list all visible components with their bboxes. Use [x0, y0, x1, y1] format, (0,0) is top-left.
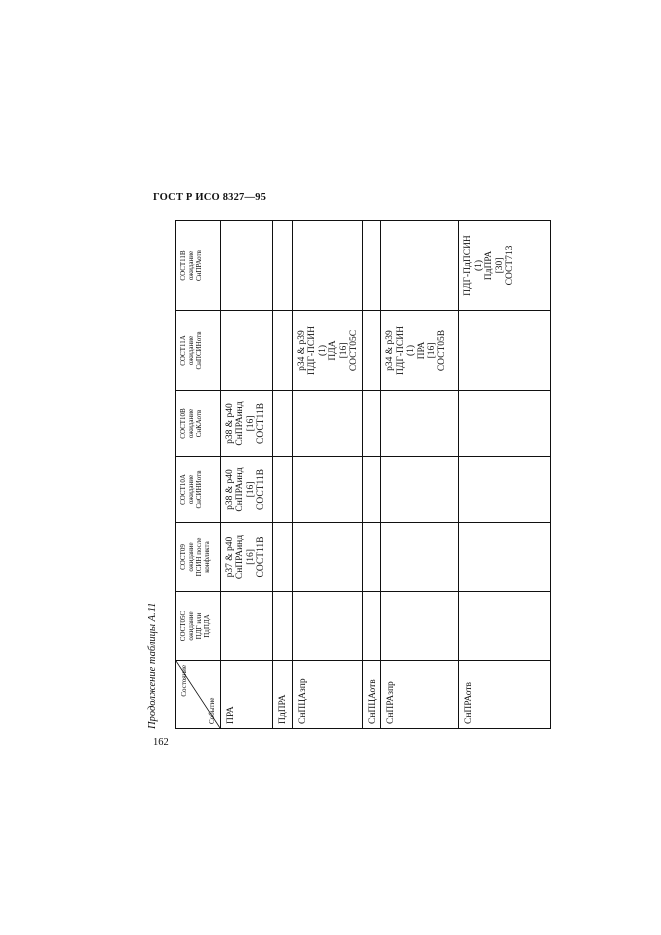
- cell-line: [16]: [245, 415, 256, 432]
- table-cell: [293, 523, 363, 592]
- cell-line: [16]: [245, 481, 256, 498]
- cell-line: (1): [317, 344, 328, 357]
- table-cell: [459, 391, 551, 457]
- cell-line: [16]: [427, 342, 437, 359]
- table-row: [221, 221, 273, 729]
- table-cell: [221, 391, 273, 457]
- table-row: [459, 221, 551, 729]
- table-cell: [293, 592, 363, 661]
- cell-line: ПДГ-ПдПСИН: [463, 235, 474, 296]
- cell-line: [30]: [494, 257, 505, 274]
- cell-line: СОСТ11В: [256, 403, 267, 444]
- cell-line: [16]: [245, 549, 256, 565]
- table-caption: Продолжение таблицы А.11: [147, 602, 158, 729]
- table-row: [273, 221, 293, 729]
- table-cell: [273, 311, 293, 391]
- column-header-2: [176, 523, 221, 592]
- table-cell: [293, 221, 363, 311]
- table-cell: [273, 221, 293, 311]
- column-header-line: СнПСИНотв: [195, 331, 204, 370]
- event-label-cell: СнПЦАзпр: [293, 661, 363, 729]
- column-header-line: СОСТ11А: [179, 335, 187, 366]
- cell-line: (1): [473, 259, 484, 272]
- column-header-line: ПСИН после: [195, 537, 204, 577]
- table-cell: [381, 221, 459, 311]
- column-header-line: СОСТ10В: [179, 408, 187, 439]
- table-body: [221, 221, 551, 729]
- column-header-line: СнСИНИотв: [195, 470, 204, 509]
- document-header: ГОСТ Р ИСО 8327—95: [153, 192, 267, 203]
- column-header-line: СОСТ11В: [179, 250, 187, 281]
- table-cell: [273, 592, 293, 661]
- column-header-line: СОСТ10А: [179, 474, 187, 505]
- table-cell: [221, 457, 273, 523]
- cell-line: p34 & p39: [385, 330, 396, 371]
- corner-header-cell: [176, 661, 221, 729]
- cell-line: p34 & p39: [297, 330, 307, 371]
- cell-line: СОСТ11В: [256, 469, 267, 510]
- cell-line: СнПРАинд: [235, 401, 246, 446]
- table-cell: [459, 311, 551, 391]
- cell-line: ПРА: [416, 341, 427, 360]
- table-cell: [381, 457, 459, 523]
- table-cell: [221, 221, 273, 311]
- column-header-line: СОСТ09: [179, 544, 187, 570]
- state-event-table: [175, 220, 551, 729]
- cell-line: p37 & p40: [225, 536, 235, 578]
- event-label-cell: СнПРАотв: [459, 661, 551, 729]
- corner-event-label: Событие: [207, 697, 216, 724]
- column-header-line: СнКАотв: [195, 409, 204, 438]
- cell-line: ПДА: [328, 340, 339, 361]
- table-cell: [273, 391, 293, 457]
- table-cell: [293, 457, 363, 523]
- rotated-table-wrapper: [175, 221, 523, 729]
- cell-line: p38 & p40: [225, 469, 235, 510]
- table-cell: [362, 523, 381, 592]
- cell-line: СОСТ05В: [437, 329, 448, 372]
- cell-line: (1): [406, 344, 417, 357]
- cell-line: ПдПРА: [484, 250, 495, 281]
- cell-line: СнПРАинд: [235, 534, 246, 580]
- cell-line: СОСТ05С: [349, 329, 360, 372]
- table-cell: [221, 592, 273, 661]
- table-row: [362, 221, 381, 729]
- table-cell: [273, 523, 293, 592]
- column-header-line: СнПРАотв: [195, 250, 204, 281]
- column-header-line: ожидание: [187, 611, 196, 641]
- table-row: [293, 221, 363, 729]
- cell-line: ПДГ-ПСИН: [395, 326, 406, 375]
- cell-line: [16]: [338, 342, 349, 359]
- table-cell: [221, 311, 273, 391]
- table-cell: [459, 592, 551, 661]
- column-header-line: ПдПДА: [203, 614, 212, 638]
- table-cell: [362, 221, 381, 311]
- column-header-1: [176, 592, 221, 661]
- corner-state-label: Состояние: [180, 665, 188, 697]
- table-header-row: [176, 221, 221, 729]
- table-cell: [381, 592, 459, 661]
- column-header-line: ожидание: [187, 542, 196, 572]
- column-header-line: ожидание: [187, 408, 196, 439]
- table-cell: [221, 523, 273, 592]
- cell-line: p38 & p40: [225, 403, 235, 444]
- cell-line: СОСТ11В: [256, 536, 267, 578]
- table-cell: [459, 523, 551, 592]
- column-header-5: [176, 311, 221, 391]
- column-header-line: СОСТ05С: [179, 610, 187, 642]
- table-cell: [381, 391, 459, 457]
- event-label-cell: ПРА: [221, 661, 273, 729]
- event-label-cell: СнПЦАотв: [362, 661, 381, 729]
- table-cell: [273, 457, 293, 523]
- table-cell: [293, 391, 363, 457]
- column-header-line: ожидание: [187, 474, 196, 505]
- table-cell: [459, 457, 551, 523]
- event-label-cell: ПдПРА: [273, 661, 293, 729]
- column-header-3: [176, 457, 221, 523]
- cell-line: СОСТ713: [505, 245, 515, 286]
- table-cell: [381, 523, 459, 592]
- column-header-line: ПДГ или: [195, 612, 204, 640]
- table-row: [381, 221, 459, 729]
- cell-line: ПДГ-ПСИН: [307, 326, 318, 375]
- table-cell: [362, 457, 381, 523]
- table-cell: [459, 221, 551, 311]
- column-header-4: [176, 391, 221, 457]
- table-cell: [362, 391, 381, 457]
- column-header-line: ожидание: [187, 335, 196, 366]
- event-label-cell: СнПРАзпр: [381, 661, 459, 729]
- column-header-line: конфликта: [203, 541, 212, 573]
- column-header-6: [176, 221, 221, 311]
- cell-line: СнПРАинд: [235, 467, 246, 512]
- table-cell: [381, 311, 459, 391]
- page-number: 162: [153, 737, 169, 748]
- table-cell: [362, 311, 381, 391]
- table-cell: [362, 592, 381, 661]
- column-header-line: ожидание: [187, 250, 196, 281]
- table-cell: [293, 311, 363, 391]
